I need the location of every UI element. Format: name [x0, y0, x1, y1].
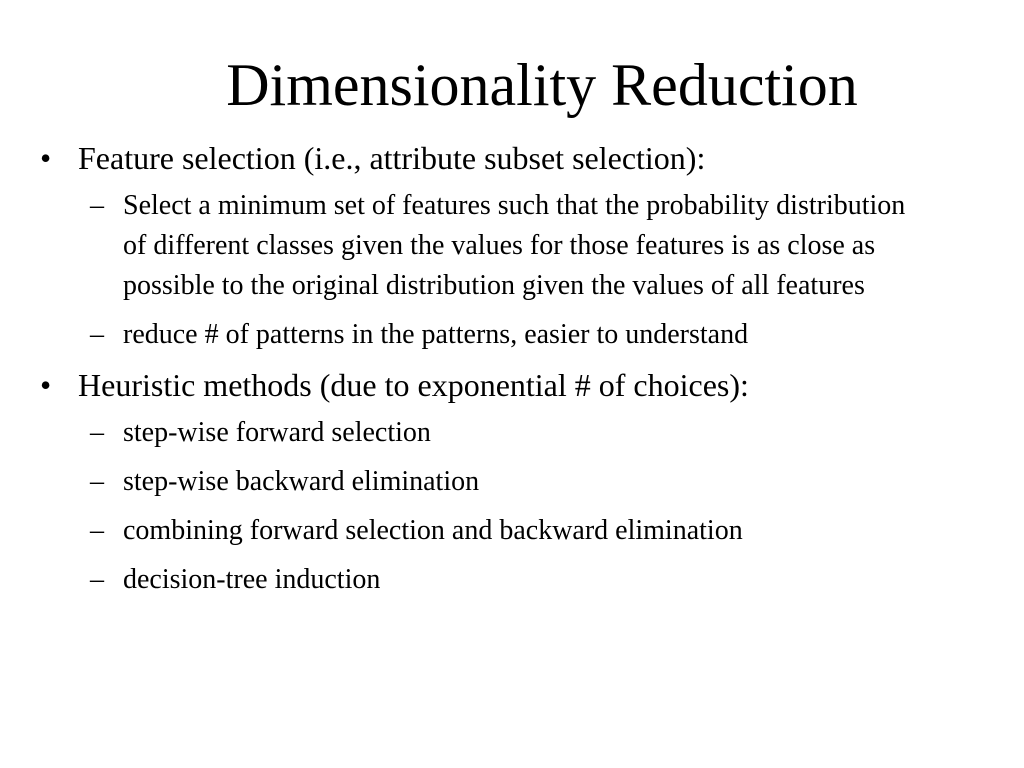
dash-icon: – — [90, 417, 104, 448]
slide-title: Dimensionality Reduction — [226, 52, 858, 118]
sub-bullet — [40, 413, 940, 453]
sub-bullet — [40, 186, 940, 306]
bullet-icon: • — [40, 140, 52, 176]
sub-bullet-text: step-wise backward elimination — [123, 466, 480, 497]
sub-bullet — [40, 560, 940, 600]
dash-icon: – — [90, 319, 104, 350]
dash-icon: – — [90, 190, 104, 221]
sub-bullet-text: Select a minimum set of features such that the probability distribution of different classes given the values for those features is as close as possible to the original distribution given the values of all features — [123, 190, 906, 301]
sub-bullet-text: reduce # of patterns in the patterns, easier to understand — [123, 319, 749, 350]
bullet-feature-selection — [40, 138, 940, 178]
dash-icon: – — [90, 515, 104, 546]
bullet-heuristic-methods — [40, 365, 940, 405]
sub-bullet-text: step-wise forward selection — [123, 417, 431, 448]
sub-list-feature-selection — [40, 186, 940, 355]
bullet-text: Heuristic methods (due to exponential # of choices): — [78, 367, 749, 403]
sub-bullet-text: combining forward selection and backward elimination — [123, 515, 743, 546]
dash-icon: – — [90, 466, 104, 497]
bullet-icon: • — [40, 367, 52, 403]
sub-bullet — [40, 315, 940, 355]
slide-content — [40, 138, 940, 610]
dash-icon: – — [90, 564, 104, 595]
bullet-text: Feature selection (i.e., attribute subset selection): — [78, 140, 706, 176]
sub-bullet — [40, 462, 940, 502]
sub-bullet — [40, 511, 940, 551]
sub-bullet-text: decision-tree induction — [123, 564, 381, 595]
sub-list-heuristic-methods — [40, 413, 940, 600]
